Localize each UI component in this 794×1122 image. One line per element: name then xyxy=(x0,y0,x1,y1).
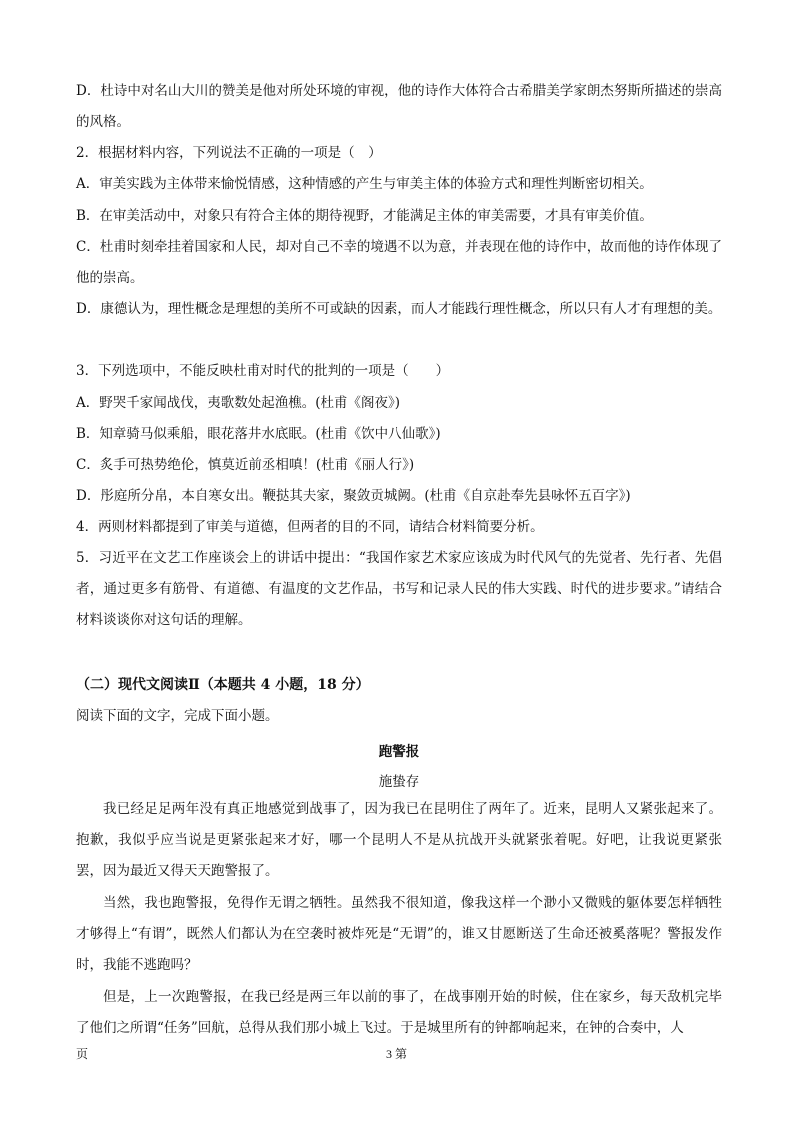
q1-option-d: D．杜诗中对名山大川的赞美是他对所处环境的审视，他的诗作大体符合古希腊美学家朗杰努斯所描述的崇高的风格。 xyxy=(76,83,722,130)
q3-option-d: D．彤庭所分帛，本自寒女出。鞭挞其夫家，聚敛贡城阙。(杜甫《自京赴奉先县咏怀五百字》) xyxy=(76,488,631,504)
q3-option-b: B．知章骑马似乘船，眼花落井水底眠。(杜甫《饮中八仙歌》) xyxy=(76,426,441,442)
q3-option-a: A．野哭千家闻战伐，夷歌数处起渔樵。(杜甫《阁夜》) xyxy=(76,395,401,411)
footer-page-number: 3 第 xyxy=(386,1047,408,1061)
q2-stem: 2．根据材料内容，下列说法不正确的一项是（ ） xyxy=(76,145,382,161)
q2-option-d: D．康德认为，理性概念是理想的美所不可或缺的因素，而人才能践行理性概念，所以只有人才有理想的美。 xyxy=(76,301,722,317)
q5-stem: 5．习近平在文艺工作座谈会上的讲话中提出：“我国作家艺术家应该成为时代风气的先觉者、先行者、先倡者，通过更多有筋骨、有道德、有温度的文艺作品，书写和记录人民的伟大实践、时代的进步要求。”请结合材料谈谈你对这句话的理解。 xyxy=(76,550,722,628)
q2-option-b: B．在审美活动中，对象只有符合主体的期待视野，才能满足主体的审美需要，才具有审美价值。 xyxy=(76,208,653,224)
q3-stem: 3．下列选项中，不能反映杜甫对时代的批判的一项是（ ） xyxy=(76,363,450,379)
article-title: 跑警报 xyxy=(378,744,420,760)
q2-option-a: A．审美实践为主体带来愉悦情感，这种情感的产生与审美主体的体验方式和理性判断密切相关。 xyxy=(76,176,653,192)
q3-option-c: C．炙手可热势绝伦，慎莫近前丞相嗔！(杜甫《丽人行》) xyxy=(76,457,415,473)
q2-option-c: C．杜甫时刻牵挂着国家和人民，却对自己不幸的境遇不以为意，并表现在他的诗作中，故而他的诗作体现了他的崇高。 xyxy=(76,239,722,286)
section-heading: （二）现代文阅读Ⅱ（本题共 4 小题，18 分） xyxy=(76,677,370,693)
article-author: 施蛰存 xyxy=(378,774,420,790)
section-instruction: 阅读下面的文字，完成下面小题。 xyxy=(76,708,279,724)
article-paragraph-3: 但是，上一次跑警报，在我已经是两三年以前的事了，在战事刚开始的时候，住在家乡，每天敌机完毕了他们之所谓“任务”回航，总得从我们那小城上飞过。于是城里所有的钟都响起来，在钟的合奏中，人 xyxy=(76,989,722,1036)
article-paragraph-1: 我已经足足两年没有真正地感觉到战事了，因为我已在昆明住了两年了。近来，昆明人又紧张起来了。抱歉，我似乎应当说是更紧张起来才好，哪一个昆明人不是从抗战开头就紧张着呢。好吧，让我说更紧张罢，因为最近又得天天跑警报了。 xyxy=(76,801,722,879)
q4-stem: 4．两则材料都提到了审美与道德，但两者的目的不同，请结合材料简要分析。 xyxy=(76,519,544,535)
footer-page-label: 页 xyxy=(76,1047,89,1061)
article-paragraph-2: 当然，我也跑警报，免得作无谓之牺牲。虽然我不很知道，像我这样一个渺小又微贱的躯体要怎样牺牲才够得上“有谓”，既然人们都认为在空袭时被炸死是“无谓”的，谁又甘愿断送了生命还被奚落呢？警报发作时，我能不逃跑吗？ xyxy=(76,895,722,973)
